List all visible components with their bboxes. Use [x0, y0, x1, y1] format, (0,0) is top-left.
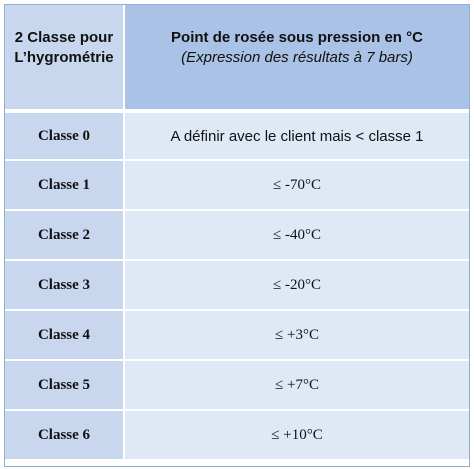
dewpoint-cell [123, 113, 469, 159]
class-label: Classe 2 [37, 226, 91, 243]
dewpoint-value: ≤ +3°C [275, 326, 319, 343]
header-dewpoint-cell [123, 5, 469, 109]
table-row [5, 109, 469, 159]
header-class-cell [5, 5, 123, 109]
header-class-label: 2 Classe pour L’hygrométrie [14, 29, 114, 66]
dewpoint-cell [123, 411, 469, 459]
table-header-row [5, 5, 469, 109]
class-cell [5, 211, 123, 259]
hygrometry-class-table [4, 4, 470, 467]
class-label: Classe 6 [37, 426, 91, 443]
class-cell [5, 161, 123, 209]
class-label: Classe 5 [37, 376, 91, 393]
table-row [5, 209, 469, 259]
dewpoint-cell [123, 311, 469, 359]
header-dewpoint-title: Point de rosée sous pression en °C [171, 29, 423, 46]
table-row [5, 359, 469, 409]
class-cell [5, 113, 123, 159]
dewpoint-value: A définir avec le client mais < classe 1 [170, 127, 424, 145]
dewpoint-cell [123, 261, 469, 309]
dewpoint-value: ≤ +10°C [271, 426, 323, 443]
header-dewpoint-subtitle: (Expression des résultats à 7 bars) [181, 49, 413, 66]
dewpoint-value: ≤ -70°C [273, 176, 321, 193]
class-label: Classe 3 [37, 276, 91, 293]
dewpoint-value: ≤ -40°C [273, 226, 321, 243]
class-cell [5, 361, 123, 409]
dewpoint-value: ≤ -20°C [273, 276, 321, 293]
table-row [5, 309, 469, 359]
class-label: Classe 0 [37, 127, 91, 144]
table-row [5, 409, 469, 459]
class-cell [5, 411, 123, 459]
class-cell [5, 311, 123, 359]
class-cell [5, 261, 123, 309]
class-label: Classe 1 [37, 176, 91, 193]
class-label: Classe 4 [37, 326, 91, 343]
table-row [5, 159, 469, 209]
dewpoint-value: ≤ +7°C [275, 376, 319, 393]
table-row [5, 259, 469, 309]
dewpoint-cell [123, 161, 469, 209]
dewpoint-cell [123, 211, 469, 259]
dewpoint-cell [123, 361, 469, 409]
